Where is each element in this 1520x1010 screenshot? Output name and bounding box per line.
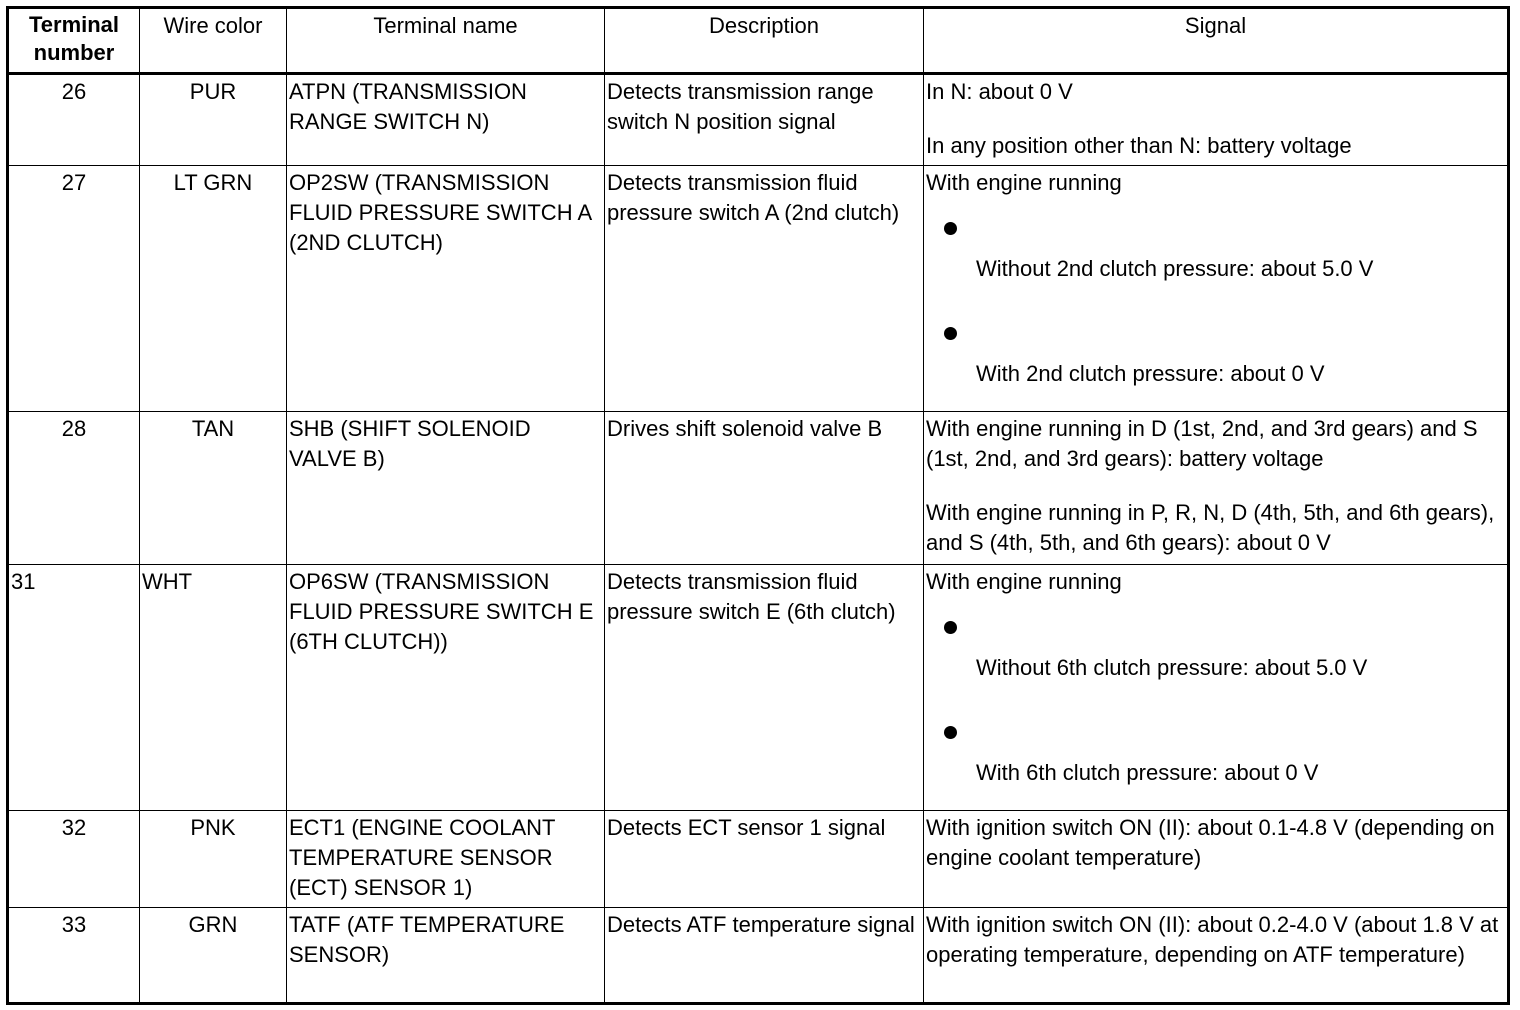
- header-row: [8, 8, 1509, 74]
- bullet-icon: [944, 327, 957, 340]
- signal-cell: [924, 811, 1509, 908]
- signal-line: With ignition switch ON (II): about 0.2-4.0 V (about 1.8 V at operating temperature, depending on ATF temperature): [926, 912, 1499, 967]
- signal-line: With engine running in D (1st, 2nd, and 3rd gears) and S (1st, 2nd, and 3rd gears): battery voltage: [926, 416, 1478, 471]
- signal-cell: [924, 74, 1509, 166]
- header-terminal-name: Terminal name: [287, 8, 605, 74]
- wire-color-cell: WHT: [140, 565, 287, 811]
- wire-color-cell: PNK: [140, 811, 287, 908]
- table-row: [8, 908, 1509, 1004]
- terminal-number-cell: 28: [8, 412, 140, 565]
- table-row: [8, 166, 1509, 412]
- table-row: [8, 74, 1509, 166]
- signal-cell: [924, 565, 1509, 811]
- signal-cell: [924, 412, 1509, 565]
- bullet-text: With 2nd clutch pressure: about 0 V: [976, 361, 1325, 386]
- table-row: [8, 565, 1509, 811]
- terminal-name-cell: ATPN (TRANSMISSION RANGE SWITCH N): [287, 74, 605, 166]
- bullet-icon: [944, 222, 957, 235]
- signal-cell: [924, 166, 1509, 412]
- signal-line: With ignition switch ON (II): about 0.1-4.8 V (depending on engine coolant temperature): [926, 815, 1495, 870]
- bullet-icon: [944, 621, 957, 634]
- terminal-name-cell: OP6SW (TRANSMISSION FLUID PRESSURE SWITCH E (6TH CLUTCH)): [287, 565, 605, 811]
- signal-line: With engine running in P, R, N, D (4th, 5th, and 6th gears), and S (4th, 5th, and 6th gears): about 0 V: [926, 500, 1495, 555]
- header-terminal-number: Terminal number: [8, 8, 140, 74]
- terminal-name-cell: TATF (ATF TEMPERATURE SENSOR): [287, 908, 605, 1004]
- description-cell: Detects ECT sensor 1 signal: [605, 811, 924, 908]
- description-cell: Detects transmission fluid pressure switch A (2nd clutch): [605, 166, 924, 412]
- terminal-name-cell: OP2SW (TRANSMISSION FLUID PRESSURE SWITCH A (2ND CLUTCH): [287, 166, 605, 412]
- bullet-icon: [944, 726, 957, 739]
- terminal-name-cell: SHB (SHIFT SOLENOID VALVE B): [287, 412, 605, 565]
- description-cell: Detects ATF temperature signal: [605, 908, 924, 1004]
- table-row: [8, 811, 1509, 908]
- header-description: Description: [605, 8, 924, 74]
- signal-bullet-item: [926, 702, 1505, 807]
- description-cell: Detects transmission range switch N position signal: [605, 74, 924, 166]
- wire-color-cell: PUR: [140, 74, 287, 166]
- terminal-number-cell: 26: [8, 74, 140, 166]
- terminal-number-cell: 31: [8, 565, 140, 811]
- terminal-name-cell: ECT1 (ENGINE COOLANT TEMPERATURE SENSOR (ECT) SENSOR 1): [287, 811, 605, 908]
- terminal-number-cell: 32: [8, 811, 140, 908]
- signal-bullet-item: [926, 198, 1505, 303]
- signal-intro: With engine running: [926, 170, 1122, 195]
- signal-bullet-item: [926, 597, 1505, 702]
- header-wire-color: Wire color: [140, 8, 287, 74]
- wire-color-cell: GRN: [140, 908, 287, 1004]
- signal-bullet-list: [926, 198, 1505, 408]
- signal-line: In any position other than N: battery voltage: [926, 133, 1352, 158]
- bullet-text: Without 2nd clutch pressure: about 5.0 V: [976, 256, 1374, 281]
- signal-bullet-list: [926, 597, 1505, 807]
- signal-cell: [924, 908, 1509, 1004]
- header-signal: Signal: [924, 8, 1509, 74]
- terminal-number-cell: 33: [8, 908, 140, 1004]
- description-cell: Drives shift solenoid valve B: [605, 412, 924, 565]
- bullet-text: Without 6th clutch pressure: about 5.0 V: [976, 655, 1368, 680]
- signal-line: In N: about 0 V: [926, 79, 1073, 104]
- table-header: [8, 8, 1509, 74]
- bullet-text: With 6th clutch pressure: about 0 V: [976, 760, 1319, 785]
- terminal-table: [6, 6, 1510, 1005]
- terminal-number-cell: 27: [8, 166, 140, 412]
- table-row: [8, 412, 1509, 565]
- signal-bullet-item: [926, 303, 1505, 408]
- table-body: [8, 74, 1509, 1004]
- signal-intro: With engine running: [926, 569, 1122, 594]
- description-cell: Detects transmission fluid pressure switch E (6th clutch): [605, 565, 924, 811]
- wire-color-cell: LT GRN: [140, 166, 287, 412]
- wire-color-cell: TAN: [140, 412, 287, 565]
